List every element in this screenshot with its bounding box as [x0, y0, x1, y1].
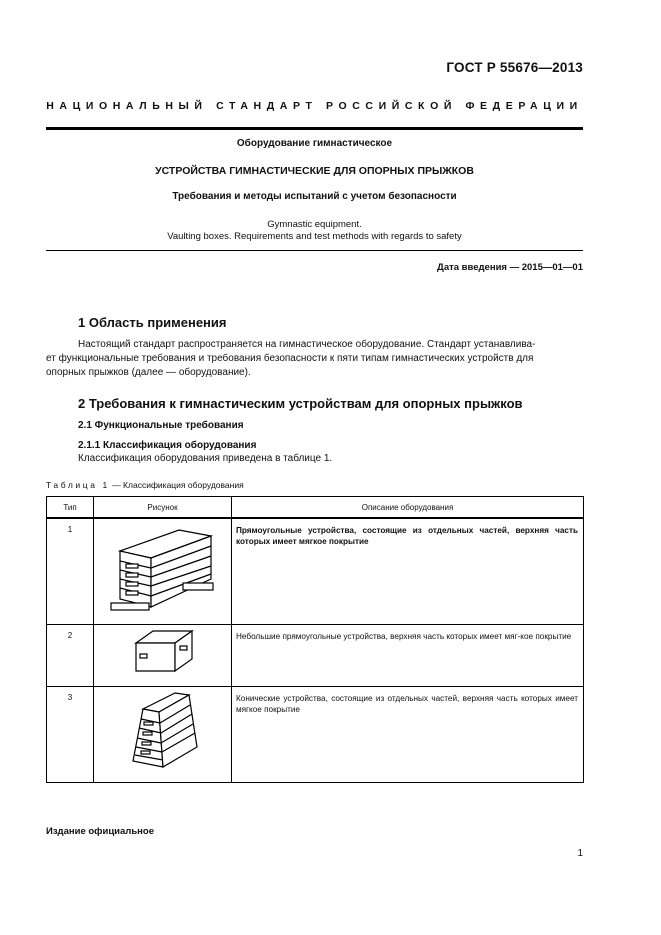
title-rule [46, 250, 583, 251]
row-description: Конические устройства, состоящие из отдельных частей, верхняя часть которых имеет мягкое покрытие [232, 687, 584, 783]
standard-number: ГОСТ Р 55676—2013 [446, 60, 583, 75]
row-description: Прямоугольные устройства, состоящие из отдельных частей, верхняя часть которых имеет мягкое покрытие [232, 518, 584, 625]
table-row [47, 625, 584, 687]
header-figure: Рисунок [94, 497, 232, 519]
row-type: 2 [47, 625, 94, 687]
table-row [47, 687, 584, 783]
table-caption-label: Таблица 1 [46, 480, 110, 490]
header-description: Описание оборудования [232, 497, 584, 519]
small-rectangular-box-figure [128, 625, 198, 677]
main-title: УСТРОЙСТВА ГИМНАСТИЧЕСКИЕ ДЛЯ ОПОРНЫХ ПРЫЖКОВ [155, 165, 474, 177]
conical-multisection-box-figure [123, 687, 203, 771]
section2-heading: 2 Требования к гимнастическим устройствам для опорных прыжков [78, 396, 523, 411]
introduction-date: Дата введения — 2015—01—01 [437, 262, 583, 273]
subtitle: Требования и методы испытаний с учетом безопасности [172, 191, 457, 202]
row-type: 3 [47, 687, 94, 783]
edition-label: Издание официальное [46, 826, 154, 837]
english-title-line1: Gymnastic equipment. [267, 219, 362, 230]
section1-heading: 1 Область применения [78, 315, 227, 330]
page-number: 1 [577, 848, 583, 859]
header-type: Тип [47, 497, 94, 519]
table-caption [46, 480, 244, 490]
row-figure-cell [94, 518, 232, 625]
para-line: ет функциональные требования и требования безопасности к пяти типам гимнастических устройств для [46, 353, 534, 364]
equipment-title: Оборудование гимнастическое [236, 138, 393, 149]
national-standard-label: НАЦИОНАЛЬНЫЙ СТАНДАРТ РОССИЙСКОЙ ФЕДЕРАЦИИ [46, 100, 583, 112]
english-title-line2: Vaulting boxes. Requirements and test methods with regards to safety [167, 231, 462, 242]
section1-paragraph [46, 338, 583, 380]
classification-table [46, 496, 584, 783]
row-type: 1 [47, 518, 94, 625]
row-figure-cell [94, 625, 232, 687]
para-line: опорных прыжков (далее — оборудование). [46, 367, 251, 378]
rectangular-multisection-box-figure [103, 519, 223, 614]
table-row [47, 518, 584, 625]
table-caption-text: — Классификация оборудования [109, 480, 244, 490]
subsection-2-1-heading: 2.1 Функциональные требования [78, 420, 244, 431]
header-rule [46, 127, 583, 130]
para-line: Настоящий стандарт распространяется на гимнастическое оборудование. Стандарт устанавлива- [78, 339, 536, 350]
classification-reference-text: Классификация оборудования приведена в таблице 1. [78, 453, 333, 464]
table-header-row [47, 497, 584, 519]
row-figure-cell [94, 687, 232, 783]
subsection-2-1-1-heading: 2.1.1 Классификация оборудования [78, 440, 257, 451]
row-description: Небольшие прямоугольные устройства, верхняя часть которых имеет мяг-кое покрытие [232, 625, 584, 687]
